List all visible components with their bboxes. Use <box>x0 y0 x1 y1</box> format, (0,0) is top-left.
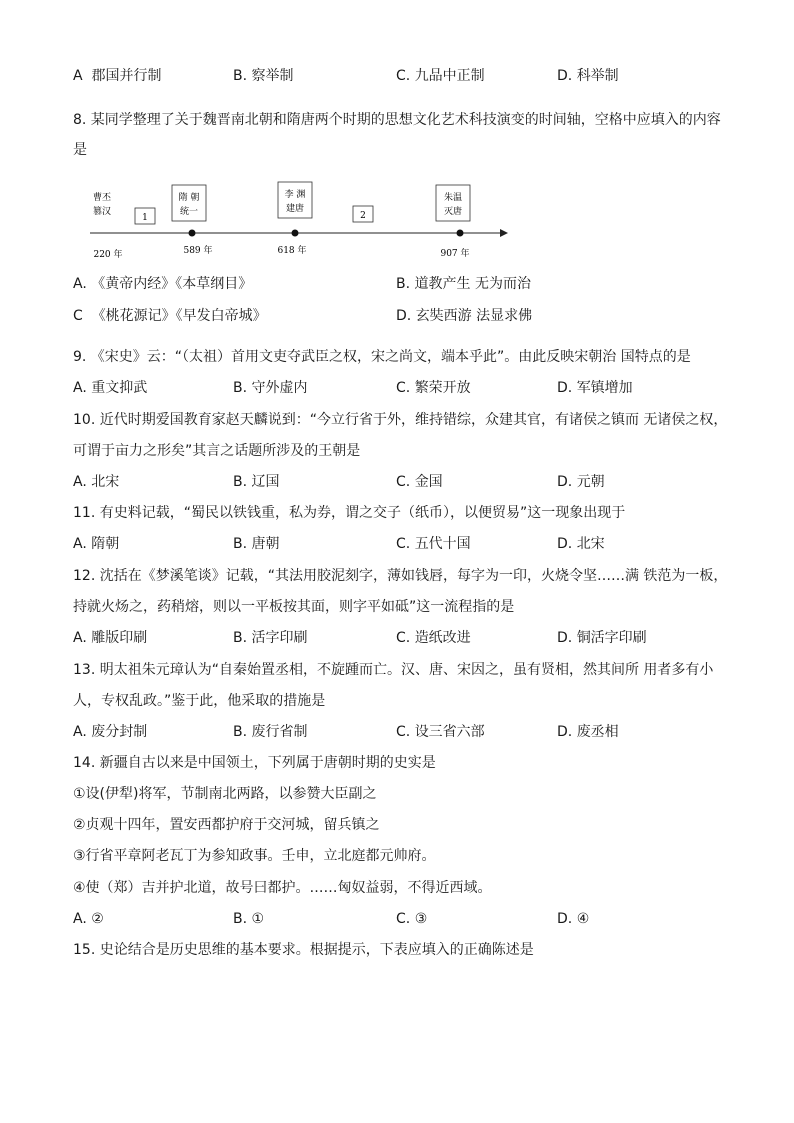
q10-option-d[interactable]: D. 元朝 <box>557 474 605 490</box>
event-618-dot <box>292 230 299 237</box>
q7-option-b[interactable]: B. 察举制 <box>233 68 294 84</box>
q12-stem-line2: 持就火炀之，药稍熔，则以一平板按其面，则字平如砥”这一流程指的是 <box>73 599 515 615</box>
q13-stem-line1: 13. 明太祖朱元璋认为“自秦始置丞相，不旋踵而亡。汉、唐、宋因之，虽有贤相，然其间所 用者多有小 <box>73 662 714 678</box>
q7-option-c[interactable]: C. 九品中正制 <box>396 68 485 84</box>
q8-timeline <box>80 180 520 262</box>
blank-1-label: 1 <box>142 213 148 223</box>
q8-stem-line2: 是 <box>73 142 87 158</box>
q13-option-b[interactable]: B. 废行省制 <box>233 724 308 740</box>
q11-option-d[interactable]: D. 北宋 <box>557 536 605 552</box>
event-589-line2: 统一 <box>179 207 199 217</box>
q13-option-a[interactable]: A. 废分封制 <box>73 724 148 740</box>
blank-2-label: 2 <box>360 211 366 221</box>
q12-stem-line1: 12. 沈括在《梦溪笔谈》记载，“其法用胶泥刻字，薄如钱唇，每字为一印，火烧令坚……满 铁范为一板， <box>73 568 728 584</box>
q9-option-d[interactable]: D. 军镇增加 <box>557 380 633 396</box>
q10-stem-line1: 10. 近代时期爱国教育家赵天麟说到：“今立行省于外，维持错综，众建其官，有诸侯之镇而 无诸侯之权， <box>73 412 728 428</box>
q14-option-d[interactable]: D. ④ <box>557 911 590 927</box>
q11-stem: 11. 有史料记载，“蜀民以铁钱重，私为券，谓之交子（纸币），以便贸易”这一现象出现于 <box>73 505 626 521</box>
event-907-year: 907 年 <box>440 249 470 259</box>
event-618-line1: 李 渊 <box>284 190 306 200</box>
timeline-arrow-icon <box>500 229 508 237</box>
event-907-dot <box>457 230 464 237</box>
q15-stem: 15. 史论结合是历史思维的基本要求。根据提示，下表应填入的正确陈述是 <box>73 942 534 958</box>
event-589-line1: 隋 朝 <box>178 193 200 203</box>
q11-option-c[interactable]: C. 五代十国 <box>396 536 471 552</box>
q9-option-a[interactable]: A. 重文抑武 <box>73 380 148 396</box>
q13-option-d[interactable]: D. 废丞相 <box>557 724 619 740</box>
q11-option-a[interactable]: A. 隋朝 <box>73 536 120 552</box>
q8-option-d[interactable]: D. 玄奘西游 法显求佛 <box>396 308 533 324</box>
q9-stem: 9. 《宋史》云：“（太祖）首用文吏夺武臣之权，宋之尚文，端本乎此”。由此反映宋朝治 国特点的是 <box>73 349 691 365</box>
q7-option-a[interactable]: A 郡国并行制 <box>73 68 162 84</box>
q8-stem-line1: 8. 某同学整理了关于魏晋南北朝和隋唐两个时期的思想文化艺术科技演变的时间轴，空格中应填入的内容 <box>73 112 721 128</box>
q7-option-d[interactable]: D. 科举制 <box>557 68 619 84</box>
q14-item-2: ②贞观十四年，置安西都护府于交河城，留兵镇之 <box>73 817 380 833</box>
q14-option-c[interactable]: C. ③ <box>396 911 428 927</box>
q14-option-b[interactable]: B. ① <box>233 911 265 927</box>
q12-option-b[interactable]: B. 活字印刷 <box>233 630 308 646</box>
q8-option-b[interactable]: B. 道教产生 无为而治 <box>396 276 531 292</box>
event-907-line1: 朱温 <box>443 193 463 203</box>
q8-option-c[interactable]: C 《桃花源记》《早发白帝城》 <box>73 308 267 324</box>
q10-option-b[interactable]: B. 辽国 <box>233 474 280 490</box>
event-220-line2: 篡汉 <box>92 207 112 217</box>
q12-option-c[interactable]: C. 造纸改进 <box>396 630 471 646</box>
q14-option-a[interactable]: A. ② <box>73 911 104 927</box>
event-618-line2: 建唐 <box>285 204 305 214</box>
q12-option-d[interactable]: D. 铜活字印刷 <box>557 630 647 646</box>
q14-stem: 14. 新疆自古以来是中国领土，下列属于唐朝时期的史实是 <box>73 755 436 771</box>
q12-option-a[interactable]: A. 雕版印刷 <box>73 630 148 646</box>
q10-stem-line2: 可谓于亩力之形矣”其言之话题所涉及的王朝是 <box>73 443 361 459</box>
event-618-year: 618 年 <box>277 246 307 256</box>
q10-option-c[interactable]: C. 金国 <box>396 474 443 490</box>
q11-option-b[interactable]: B. 唐朝 <box>233 536 280 552</box>
q13-option-c[interactable]: C. 设三省六部 <box>396 724 485 740</box>
event-220-line1: 曹丕 <box>92 193 112 203</box>
q13-stem-line2: 人，专权乱政。”鉴于此，他采取的措施是 <box>73 693 326 709</box>
event-589-dot <box>189 230 196 237</box>
q10-option-a[interactable]: A. 北宋 <box>73 474 120 490</box>
q9-option-c[interactable]: C. 繁荣开放 <box>396 380 471 396</box>
event-589-year: 589 年 <box>183 246 213 256</box>
q14-item-1: ①设(伊犁)将军，节制南北两路，以参赞大臣副之 <box>73 786 377 802</box>
event-907-line2: 灭唐 <box>443 207 463 217</box>
q8-option-a[interactable]: A. 《黄帝内经》《本草纲目》 <box>73 276 253 292</box>
q14-item-3: ③行省平章阿老瓦丁为参知政事。壬申，立北庭都元帅府。 <box>73 848 436 864</box>
q9-option-b[interactable]: B. 守外虚内 <box>233 380 308 396</box>
q14-item-4: ④使（郑）吉并护北道，故号曰都护。……匈奴益弱，不得近西域。 <box>73 880 492 896</box>
event-220-year: 220 年 <box>93 250 123 260</box>
